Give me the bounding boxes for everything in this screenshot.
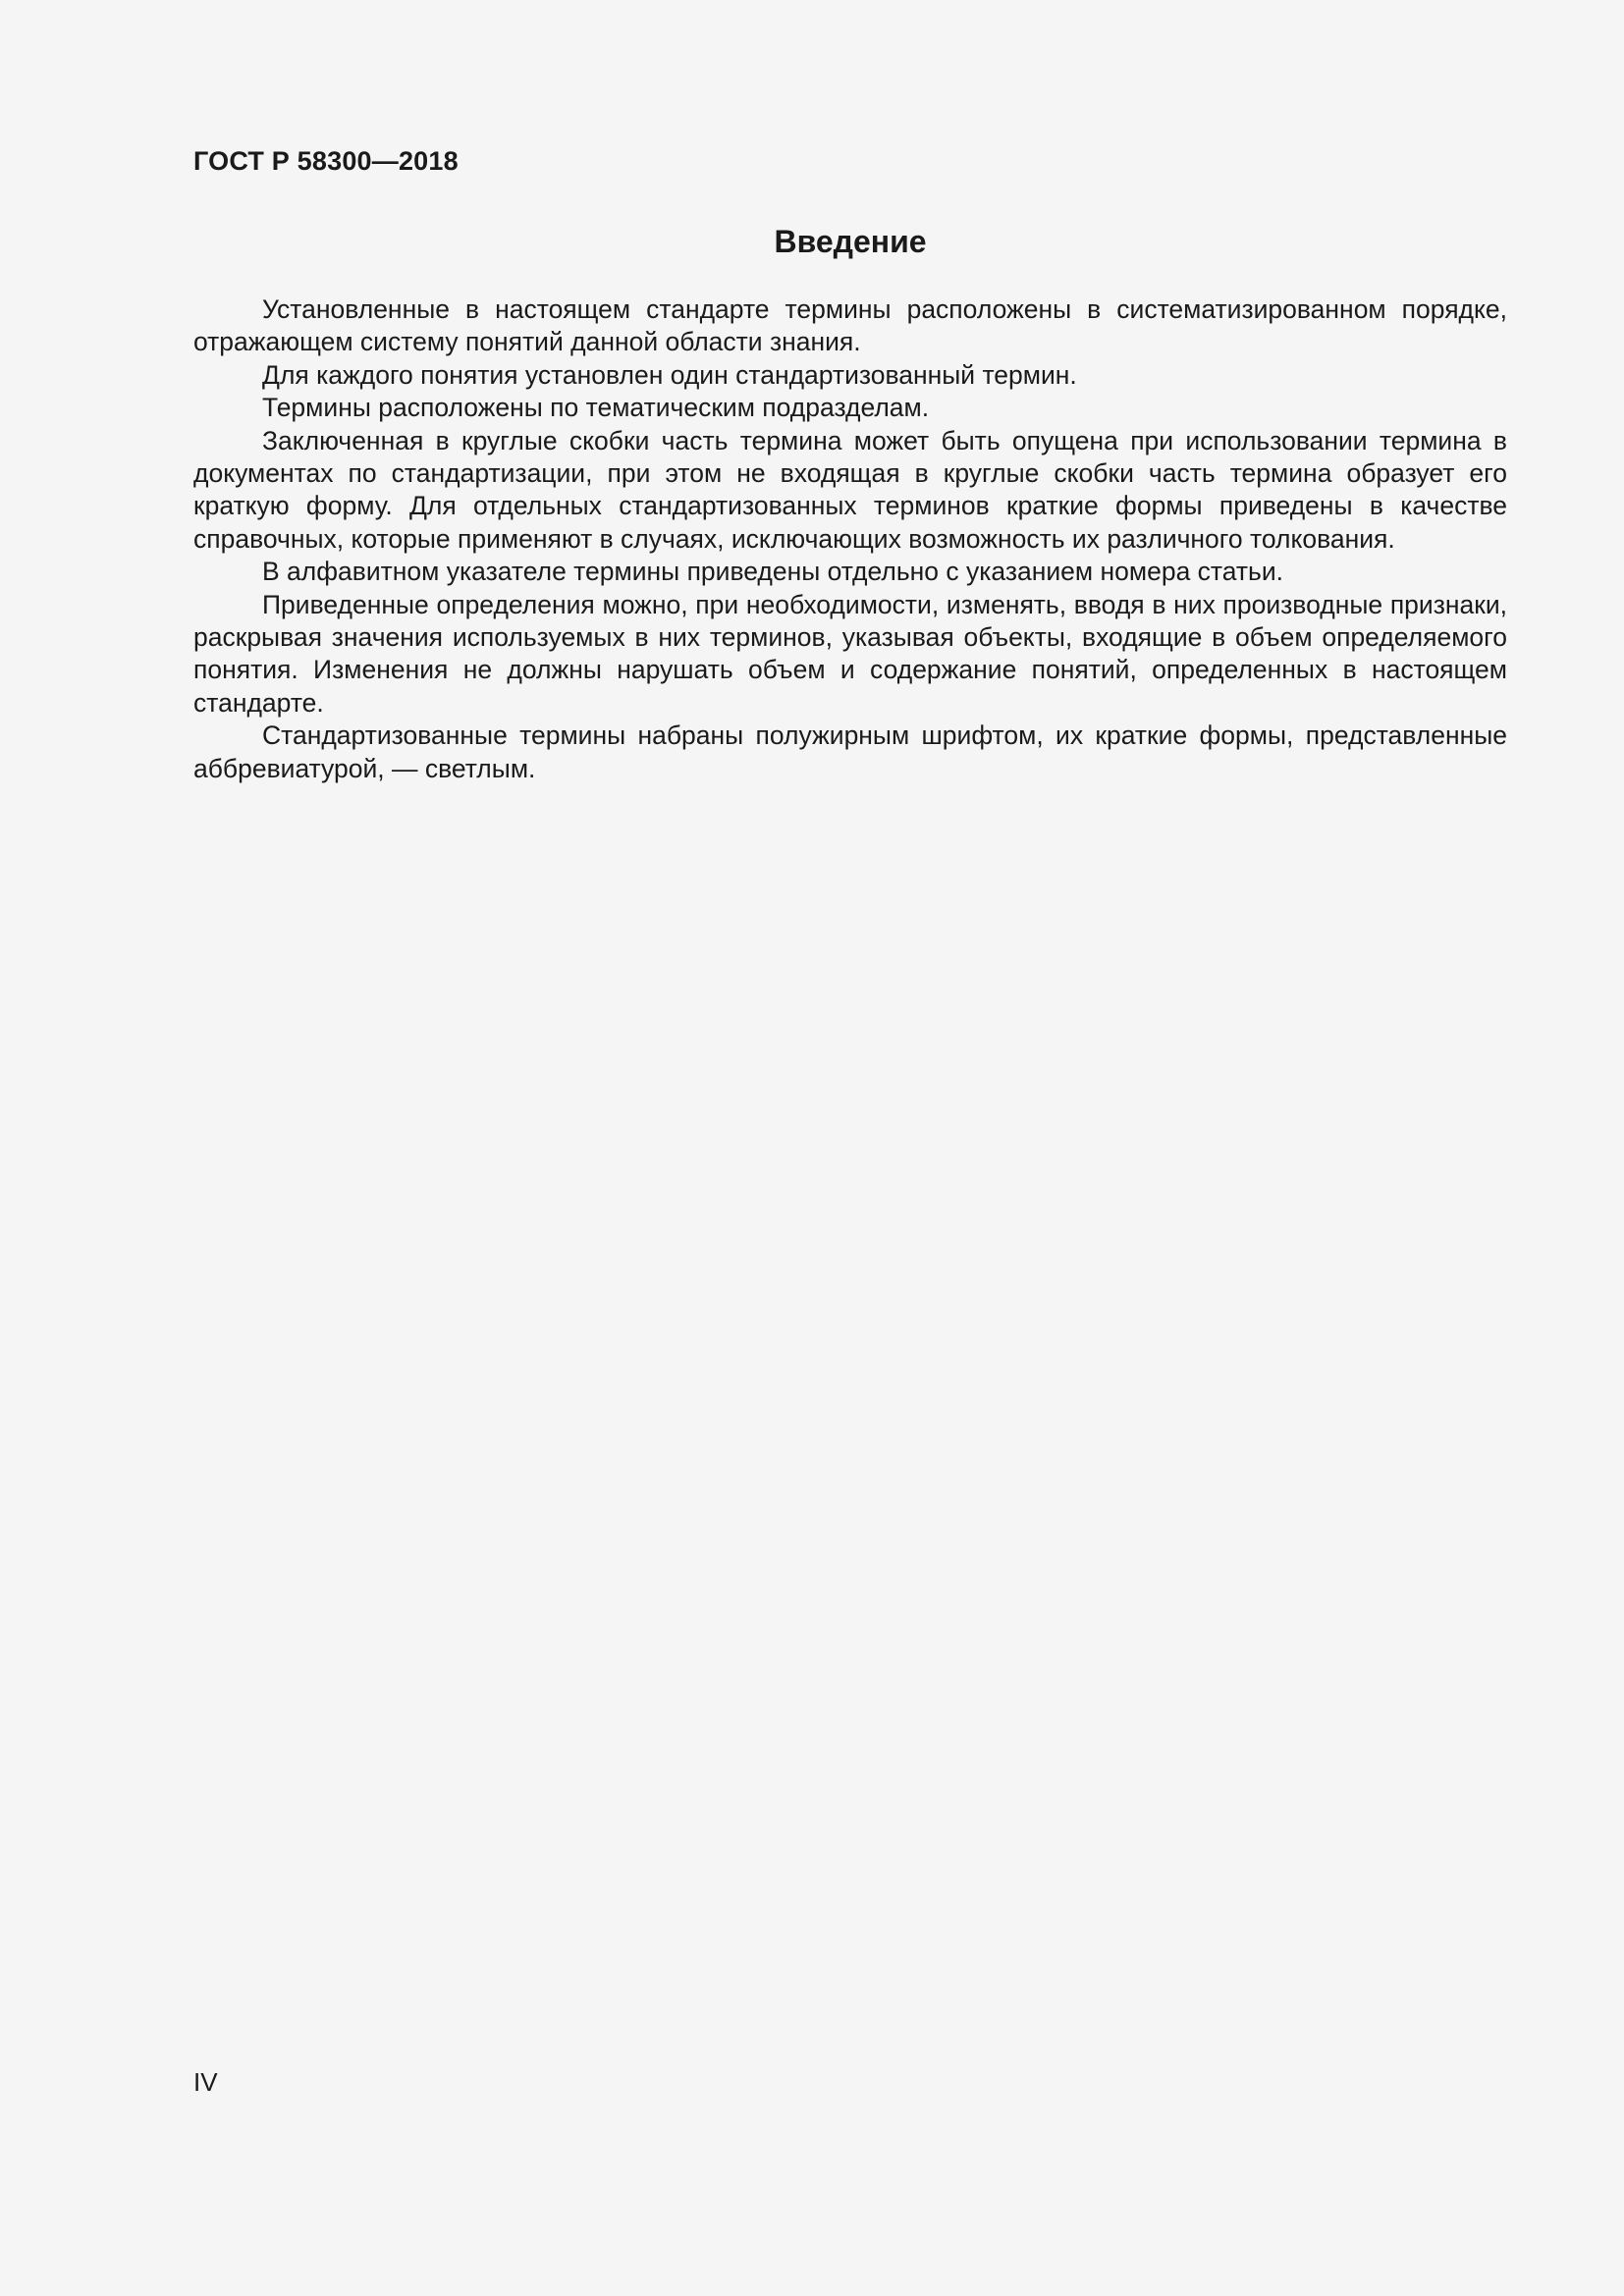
paragraph: Термины расположены по тематическим подразделам. [262, 393, 930, 423]
section-title: Введение [774, 224, 927, 259]
paragraph: Для каждого понятия установлен один стандартизованный термин. [262, 359, 1077, 390]
paragraph: Заключенная в круглые скобки часть термина может быть опущена при использовании термина в документах по стандартизации, при этом не входящая в круглые скобки часть термина образует его краткую форму. Для отдельных стандартизованных терминов краткие формы приведены в качестве справочных, которые применяют в случаях, исключающих возможность их различного толкования. [193, 425, 1507, 554]
paragraph: Установленные в настоящем стандарте термины расположены в систематизированном порядке, отражающем систему понятий данной области знания. [193, 294, 1507, 357]
paragraph: Приведенные определения можно, при необходимости, изменять, вводя в них производные признаки, раскрывая значения используемых в них терминов, указывая объекты, входящие в объем определяемого понятия. Изменения не должны нарушать объем и содержание понятий, определенных в настоящем стандарте. [193, 589, 1507, 718]
body-text [193, 294, 1507, 785]
page-number: IV [193, 2067, 218, 2097]
paragraph: Стандартизованные термины набраны полужирным шрифтом, их краткие формы, представленные аббревиатурой, — светлым. [193, 721, 1507, 783]
paragraph: В алфавитном указателе термины приведены отдельно с указанием номера статьи. [262, 557, 1284, 587]
document-header: ГОСТ Р 58300—2018 [193, 146, 459, 176]
